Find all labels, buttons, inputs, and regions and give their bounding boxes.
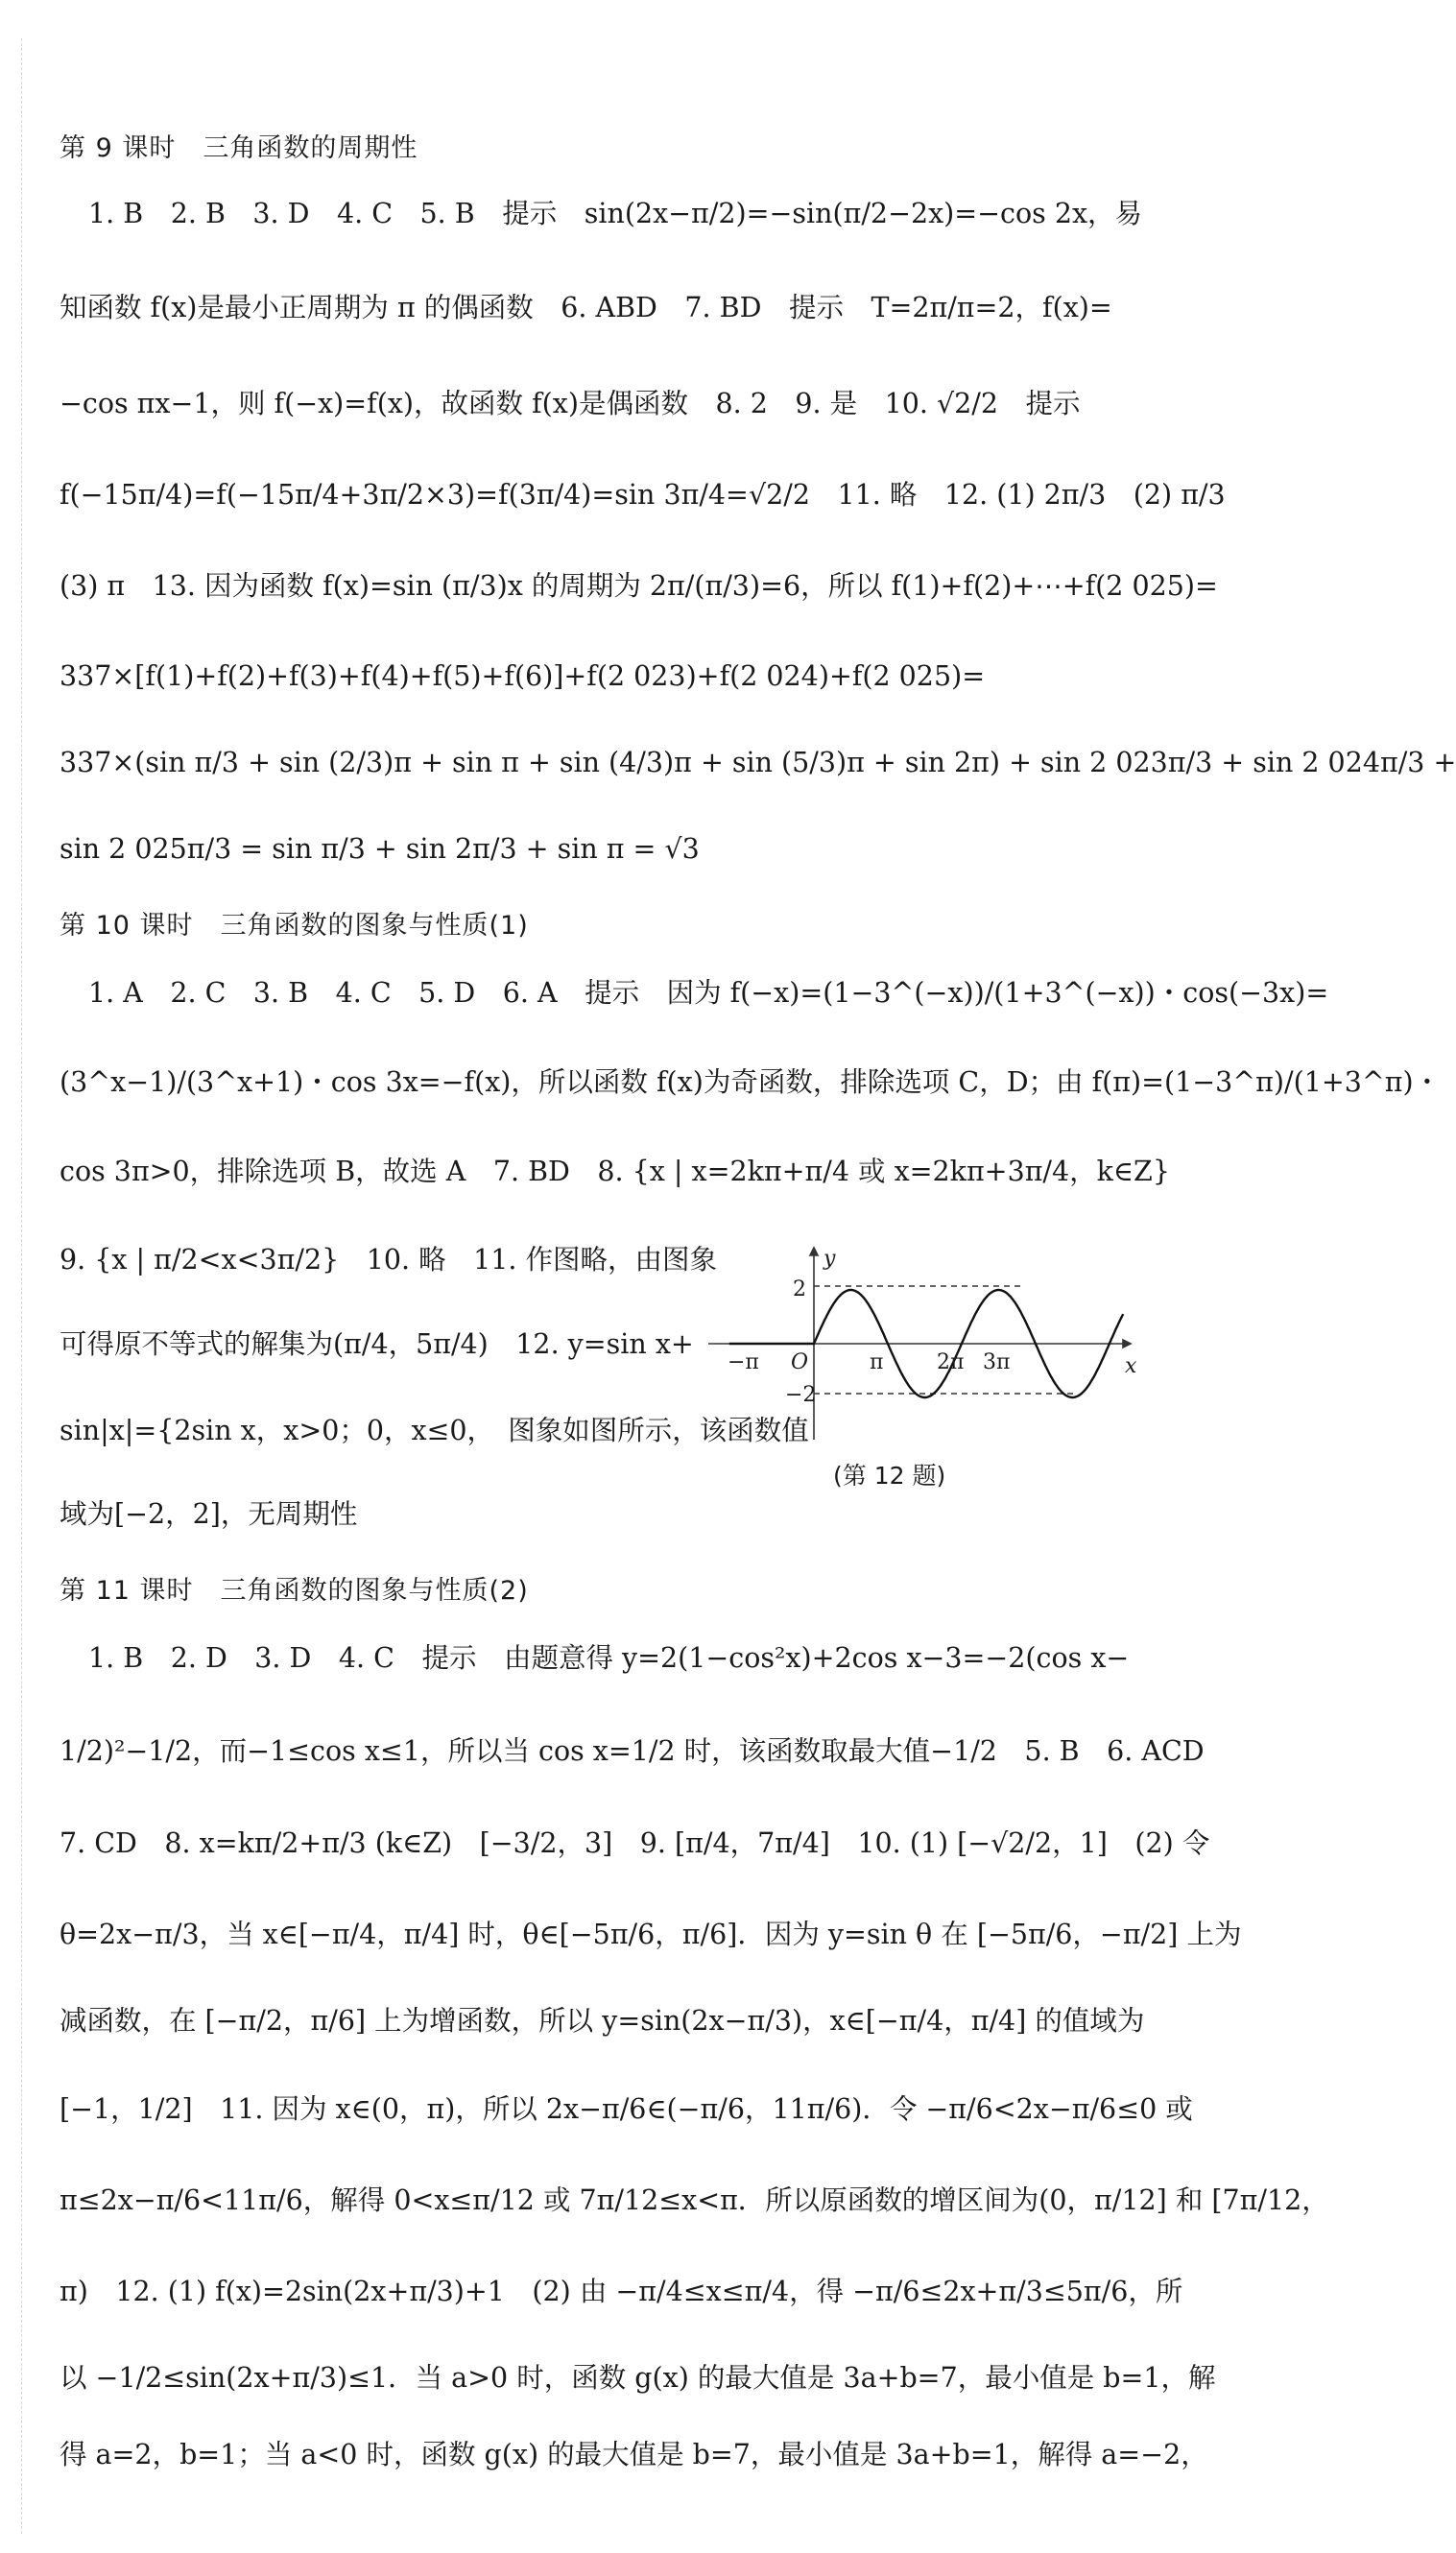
y-axis-label: y <box>823 1247 836 1271</box>
text-line: −cos πx−1，则 f(−x)=f(x)，故函数 f(x)是偶函数 8. 2 9. 是 10. √2/2 提示 <box>60 388 1081 419</box>
text-line: 域为[−2，2]，无周期性 <box>60 1498 358 1530</box>
text-line: 1/2)²−1/2，而−1≤cos x≤1，所以当 cos x=1/2 时，该函数取最大值−1/2 5. B 6. ACD <box>60 1735 1205 1767</box>
text-line: 可得原不等式的解集为(π/4，5π/4) 12. y=sin x+ <box>60 1328 694 1360</box>
tick-label-pi: π <box>870 1350 884 1374</box>
y-max-label: 2 <box>793 1277 806 1301</box>
text-line: sin 2 025π/3 = sin π/3 + sin 2π/3 + sin π = √3 <box>60 833 700 865</box>
tick-label-3pi: 3π <box>983 1350 1011 1374</box>
section-heading-9: 第 9 课时 三角函数的周期性 <box>60 133 418 163</box>
text-line: 以 −1/2≤sin(2x+π/3)≤1．当 a>0 时，函数 g(x) 的最大值是 3a+b=7，最小值是 b=1，解 <box>60 2362 1216 2394</box>
text-line: 337×(sin π/3 + sin (2/3)π + sin π + sin (4/3)π + sin (5/3)π + sin 2π) + sin 2 023π/3 + sin 2 024π/3 + <box>60 747 1456 778</box>
y-axis-arrow <box>810 1248 818 1255</box>
text-line: f(−15π/4)=f(−15π/4+3π/2×3)=f(3π/4)=sin 3π/4=√2/2 11. 略 12. (1) 2π/3 (2) π/3 <box>60 479 1226 511</box>
text-line: 1. A 2. C 3. B 4. C 5. D 6. A 提示 因为 f(−x)=(1−3^(−x))/(1+3^(−x))・cos(−3x)= <box>88 977 1329 1009</box>
section-heading-11: 第 11 课时 三角函数的图象与性质(2) <box>60 1576 529 1606</box>
margin-rule <box>21 38 22 2534</box>
text-line: (3) π 13. 因为函数 f(x)=sin (π/3)x 的周期为 2π/(π/3)=6，所以 f(1)+f(2)+⋯+f(2 025)= <box>60 570 1218 602</box>
text-line: cos 3π>0，排除选项 B，故选 A 7. BD 8. {x | x=2kπ+π/4 或 x=2kπ+3π/4，k∈Z} <box>60 1156 1170 1187</box>
text-line: 得 a=2，b=1；当 a<0 时，函数 g(x) 的最大值是 b=7，最小值是 3a+b=1，解得 a=−2， <box>60 2439 1208 2470</box>
text-line: 1. B 2. D 3. D 4. C 提示 由题意得 y=2(1−cos²x)+2cos x−3=−2(cos x− <box>88 1642 1130 1674</box>
text-line: 9. {x | π/2<x<3π/2} 10. 略 11. 作图略，由图象 <box>60 1244 717 1276</box>
text-line: sin|x|={2sin x，x>0；0，x≤0， 图象如图所示，该函数值 <box>60 1415 809 1446</box>
text-line: 1. B 2. B 3. D 4. C 5. B 提示 sin(2x−π/2)=−sin(π/2−2x)=−cos 2x，易 <box>88 198 1143 229</box>
text-line: 知函数 f(x)是最小正周期为 π 的偶函数 6. ABD 7. BD 提示 T=2π/π=2，f(x)= <box>60 292 1112 323</box>
tick-label-neg-pi: −π <box>728 1350 759 1374</box>
tick-label-2pi: 2π <box>937 1350 965 1374</box>
text-line: (3^x−1)/(3^x+1)・cos 3x=−f(x)，所以函数 f(x)为奇函数，排除选项 C，D；由 f(π)=(1−3^π)/(1+3^π)・ <box>60 1066 1442 1098</box>
text-line: 337×[f(1)+f(2)+f(3)+f(4)+f(5)+f(6)]+f(2 023)+f(2 024)+f(2 025)= <box>60 660 986 692</box>
x-axis-arrow <box>1123 1340 1131 1348</box>
text-line: π) 12. (1) f(x)=2sin(2x+π/3)+1 (2) 由 −π/4≤x≤π/4，得 −π/6≤2x+π/3≤5π/6，所 <box>60 2276 1183 2307</box>
y-min-label: −2 <box>785 1383 817 1407</box>
text-line: θ=2x−π/3，当 x∈[−π/4，π/4] 时，θ∈[−5π/6，π/6]．因为 y=sin θ 在 [−5π/6，−π/2] 上为 <box>60 1919 1242 1950</box>
text-line: 减函数，在 [−π/2，π/6] 上为增函数，所以 y=sin(2x−π/3)，x∈[−π/4，π/4] 的值域为 <box>60 2005 1145 2037</box>
x-axis-label: x <box>1125 1354 1137 1378</box>
text-line: [−1，1/2] 11. 因为 x∈(0，π)，所以 2x−π/6∈(−π/6，11π/6)．令 −π/6<2x−π/6≤0 或 <box>60 2093 1193 2125</box>
text-line: 7. CD 8. x=kπ/2+π/3 (k∈Z) [−3/2，3] 9. [π/4，7π/4] 10. (1) [−√2/2，1] (2) 令 <box>60 1827 1210 1859</box>
figure-caption: (第 12 题) <box>833 1462 946 1490</box>
text-line: π≤2x−π/6<11π/6，解得 0<x≤π/12 或 7π/12≤x<π．所以原函数的增区间为(0，π/12] 和 [7π/12， <box>60 2184 1329 2216</box>
section-heading-10: 第 10 课时 三角函数的图象与性质(1) <box>60 911 529 941</box>
origin-label: O <box>791 1350 809 1374</box>
